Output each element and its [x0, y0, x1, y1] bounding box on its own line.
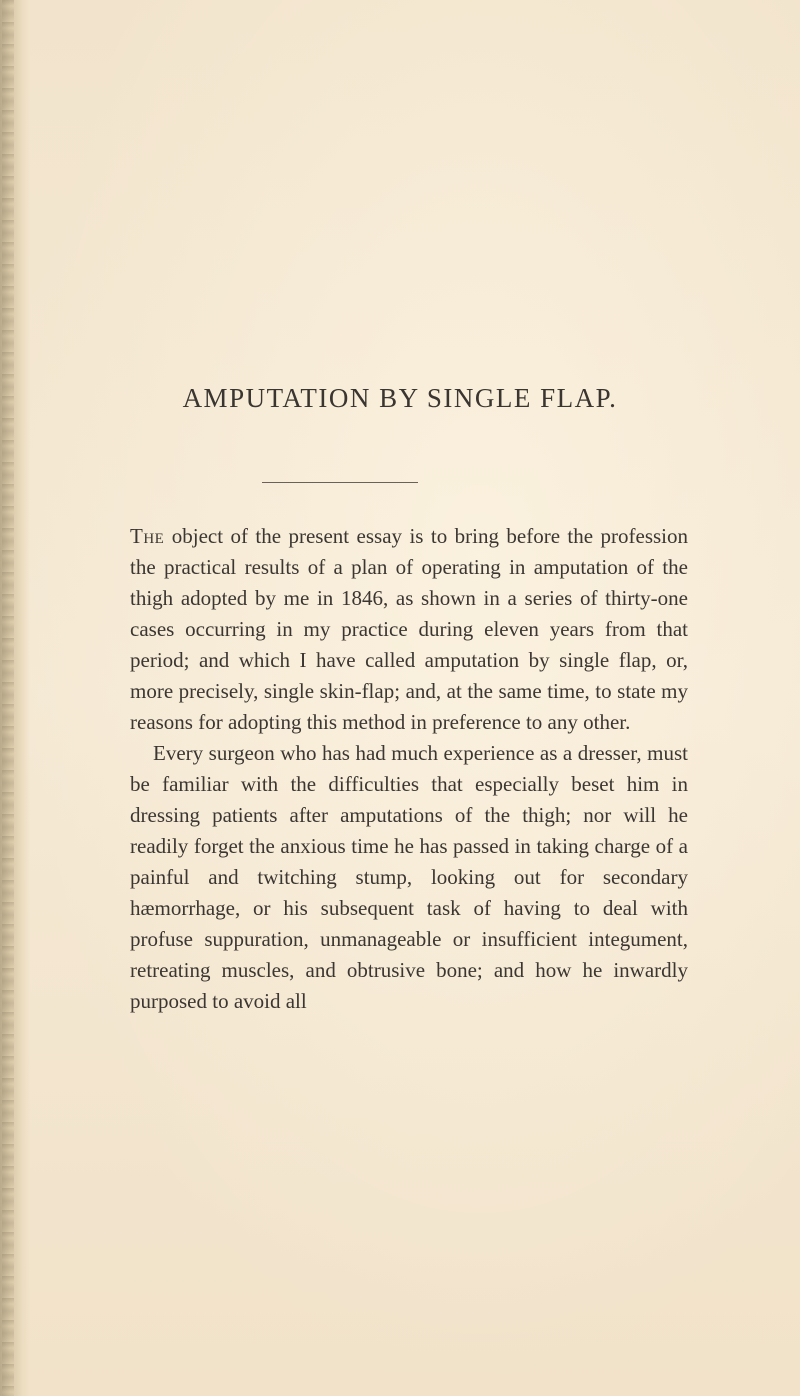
body-text: [130, 521, 688, 1017]
paragraph-2: Every surgeon who has had much experience as a dresser, must be familiar with the difficulties that especially beset him in dressing patients after amputations of the thigh; nor will he readily forget the anxious time he has passed in taking charge of a painful and twitching stump, looking out for secondary hæmorrhage, or his subsequent task of having to deal with profuse suppuration, unmanageable or insufficient integument, retreating muscles, and obtrusive bone; and how he inwardly purposed to avoid all: [130, 741, 688, 1013]
paragraph-1-lead-word: The: [130, 524, 165, 548]
paragraph-1: [130, 521, 688, 738]
page-binding-shadow: [2, 0, 14, 1396]
heading-divider: [262, 482, 418, 483]
paragraph-1-text: object of the present essay is to bring before the profession the practical results of a plan of operating in amputation of the thigh adopted by me in 1846, as shown in a series of thirty-one cases occurring in my practice during eleven years from that period; and which I have called amputation by single flap, or, more precisely, single skin-flap; and, at the same time, to state my reasons for adopting this method in preference to any other.: [130, 524, 688, 734]
chapter-heading: AMPUTATION BY SINGLE FLAP.: [182, 383, 618, 413]
